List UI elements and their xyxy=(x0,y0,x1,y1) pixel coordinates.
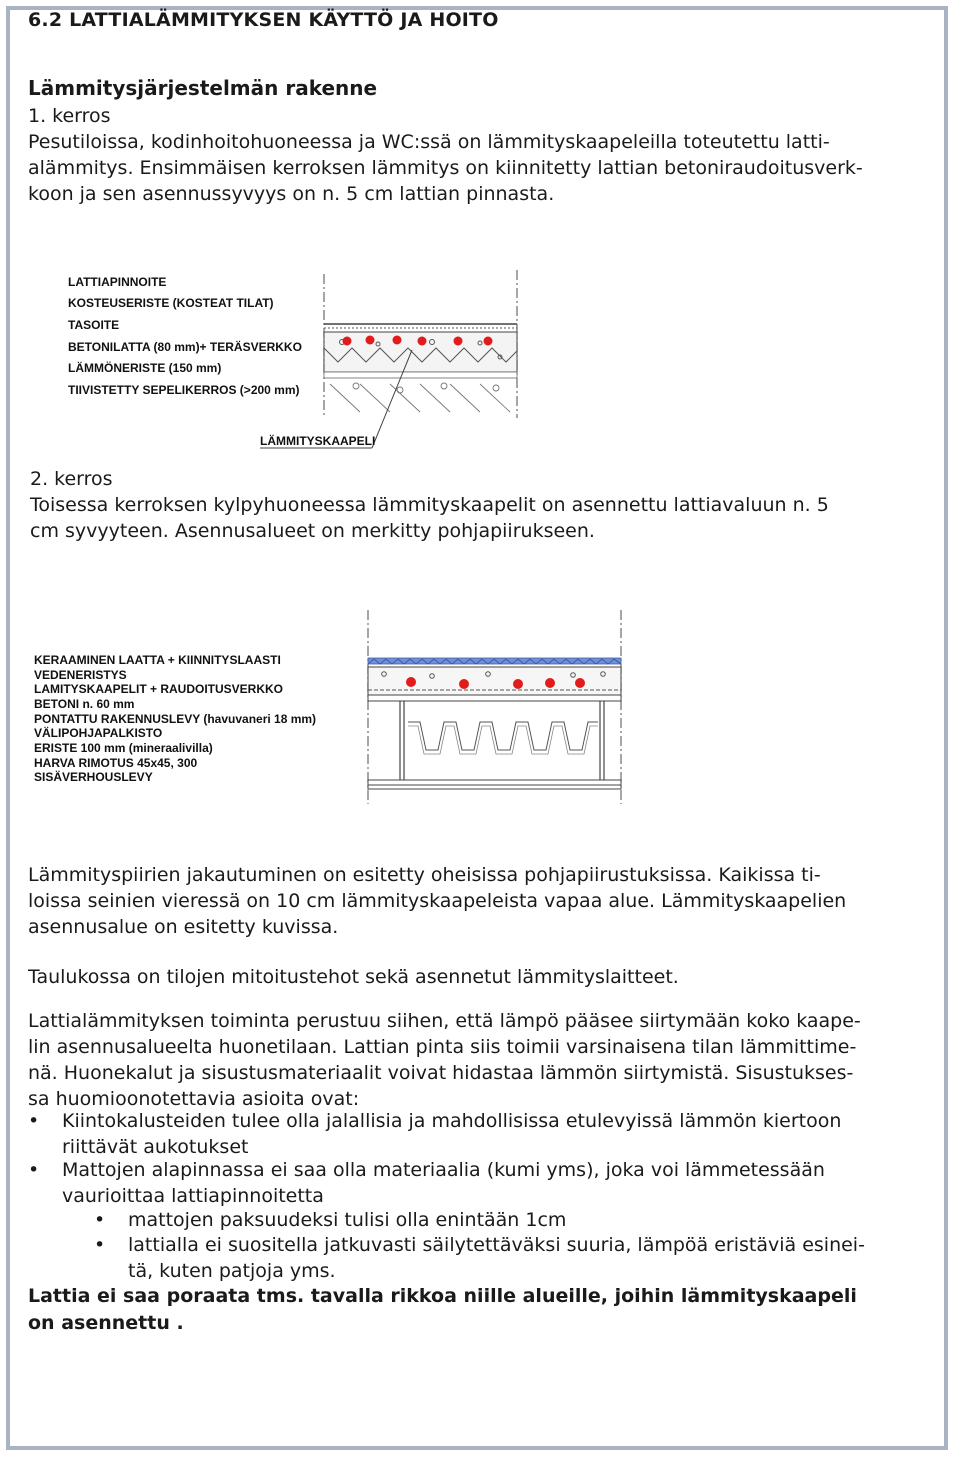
floor1-line: Pesutiloissa, kodinhoitohuoneessa ja WC:ssä on lämmityskaapeleilla toteutettu latti- xyxy=(28,131,830,153)
floor2-section xyxy=(30,466,930,544)
list-item-text: Kiintokalusteiden tulee olla jalallisia ja mahdollisissa etulevyissä lämmön kiertoon xyxy=(62,1110,842,1132)
heating-cable xyxy=(459,679,469,689)
diagram2-label: VÄLIPOHJAPALKISTO xyxy=(34,726,163,740)
paragraph-operation xyxy=(28,1008,940,1112)
insulation-layer xyxy=(324,372,517,378)
gravel-layer xyxy=(330,383,510,412)
list-item xyxy=(28,1157,928,1209)
text-line: asennusalue on esitetty kuvissa. xyxy=(28,916,339,938)
diagram2-label: VEDENERISTYS xyxy=(34,668,127,682)
floor1-section xyxy=(28,103,940,207)
diagram2-label: LAMITYSKAAPELIT + RAUDOITUSVERKKO xyxy=(34,682,284,696)
floor1-line: alämmitys. Ensimmäisen kerroksen lämmitys on kiinnitetty lattian betoniraudoitusverk- xyxy=(28,157,863,179)
bullet-icon: • xyxy=(94,1209,106,1231)
paragraph-heating-circuits xyxy=(28,862,928,940)
text-line: loissa seinien vieressä on 10 cm lämmityskaapeleista vapaa alue. Lämmityskaapelien xyxy=(28,890,847,912)
final-warning xyxy=(28,1283,940,1337)
list-item-text: tä, kuten patjoja yms. xyxy=(128,1260,336,1282)
heating-cable xyxy=(393,336,402,345)
heating-cable xyxy=(343,337,352,346)
diagram1-label: LATTIAPINNOITE xyxy=(68,275,167,289)
floor1-line: koon ja sen asennussyvyys on n. 5 cm lattian pinnasta. xyxy=(28,183,555,205)
sub-list-item xyxy=(94,1232,944,1284)
diagram2-label: BETONI n. 60 mm xyxy=(34,697,135,711)
heating-cable xyxy=(406,677,416,687)
heating-cable xyxy=(418,337,427,346)
floor1-structure-diagram xyxy=(60,262,530,456)
list-item-text: Mattojen alapinnassa ei saa olla materiaalia (kumi yms), joka voi lämmetessään xyxy=(62,1159,825,1181)
floor2-title: 2. kerros xyxy=(30,468,113,490)
diagram2-label: KERAAMINEN LAATTA + KIINNITYSLAASTI xyxy=(34,653,281,667)
plywood-board xyxy=(368,695,621,701)
diagram2-label: PONTATTU RAKENNUSLEVY (havuvaneri 18 mm) xyxy=(34,712,317,726)
subheading: Lämmitysjärjestelmän rakenne xyxy=(28,76,378,100)
heating-cable xyxy=(484,337,493,346)
text-line: Lattia ei saa poraata tms. tavalla rikkoa niille alueille, joihin lämmityskaapeli xyxy=(28,1285,857,1307)
list-item-text: riittävät aukotukset xyxy=(62,1136,249,1158)
mineral-wool-insulation xyxy=(408,722,598,750)
list-item-text: mattojen paksuudeksi tulisi olla enintään 1cm xyxy=(128,1209,567,1231)
list-item xyxy=(28,1108,928,1160)
ceiling-board xyxy=(368,785,621,789)
bullet-icon: • xyxy=(94,1234,106,1256)
sub-list-item xyxy=(94,1207,944,1233)
heating-cable xyxy=(513,679,523,689)
heating-cable xyxy=(454,337,463,346)
bullet-icon: • xyxy=(28,1159,40,1181)
text-line: nä. Huonekalut ja sisustusmateriaalit voivat hidastaa lämmön siirtymistä. Sisustukses- xyxy=(28,1062,854,1084)
diagram1-label: LÄMMÖNERISTE (150 mm) xyxy=(68,361,222,375)
diagram1-label: TIIVISTETTY SEPELIKERROS (>200 mm) xyxy=(68,383,300,397)
diagram1-label: TASOITE xyxy=(68,318,120,332)
diagram1-label: BETONILATTA (80 mm)+ TERÄSVERKKO xyxy=(68,340,302,354)
heating-cable xyxy=(545,678,555,688)
text-line: sa huomioonotettavia asioita ovat: xyxy=(28,1088,360,1110)
floor2-structure-diagram xyxy=(28,604,630,808)
bullet-icon: • xyxy=(28,1110,40,1132)
paragraph-table-note: Taulukossa on tilojen mitoitustehot sekä asennetut lämmityslaitteet. xyxy=(28,966,679,988)
floor1-title: 1. kerros xyxy=(28,105,111,127)
text-line: Lämmityspiirien jakautuminen on esitetty oheisissa pohjapiirustuksissa. Kaikissa ti- xyxy=(28,864,821,886)
text-line: Lattialämmityksen toiminta perustuu siihen, että lämpö pääsee siirtymään koko kaape- xyxy=(28,1010,861,1032)
furring-battens xyxy=(368,780,621,785)
heating-cable xyxy=(575,678,585,688)
diagram2-label: SISÄVERHOUSLEVY xyxy=(34,770,153,784)
section-heading: 6.2 LATTIALÄMMITYKSEN KÄYTTÖ JA HOITO xyxy=(28,9,499,31)
text-line: lin asennusalueelta huonetilaan. Lattian pinta siis toimii varsinaisena tilan lämmittime- xyxy=(28,1036,857,1058)
cable-label: LÄMMITYSKAAPELI xyxy=(260,434,376,448)
diagram1-label: KOSTEUSERISTE (KOSTEAT TILAT) xyxy=(68,296,274,310)
floor2-line: Toisessa kerroksen kylpyhuoneessa lämmityskaapelit on asennettu lattiavaluun n. 5 xyxy=(30,494,829,516)
floor2-line: cm syvyyteen. Asennusalueet on merkitty pohjapiirukseen. xyxy=(30,520,595,542)
diagram2-label: HARVA RIMOTUS 45x45, 300 xyxy=(34,756,198,770)
list-item-text: vaurioittaa lattiapinnoitetta xyxy=(62,1185,324,1207)
list-item-text: lattialla ei suositella jatkuvasti säilytettäväksi suuria, lämpöä eristäviä esinei- xyxy=(128,1234,865,1256)
text-line: on asennettu . xyxy=(28,1312,184,1334)
heating-cable xyxy=(366,336,375,345)
diagram2-label: ERISTE 100 mm (mineraalivilla) xyxy=(34,741,213,755)
